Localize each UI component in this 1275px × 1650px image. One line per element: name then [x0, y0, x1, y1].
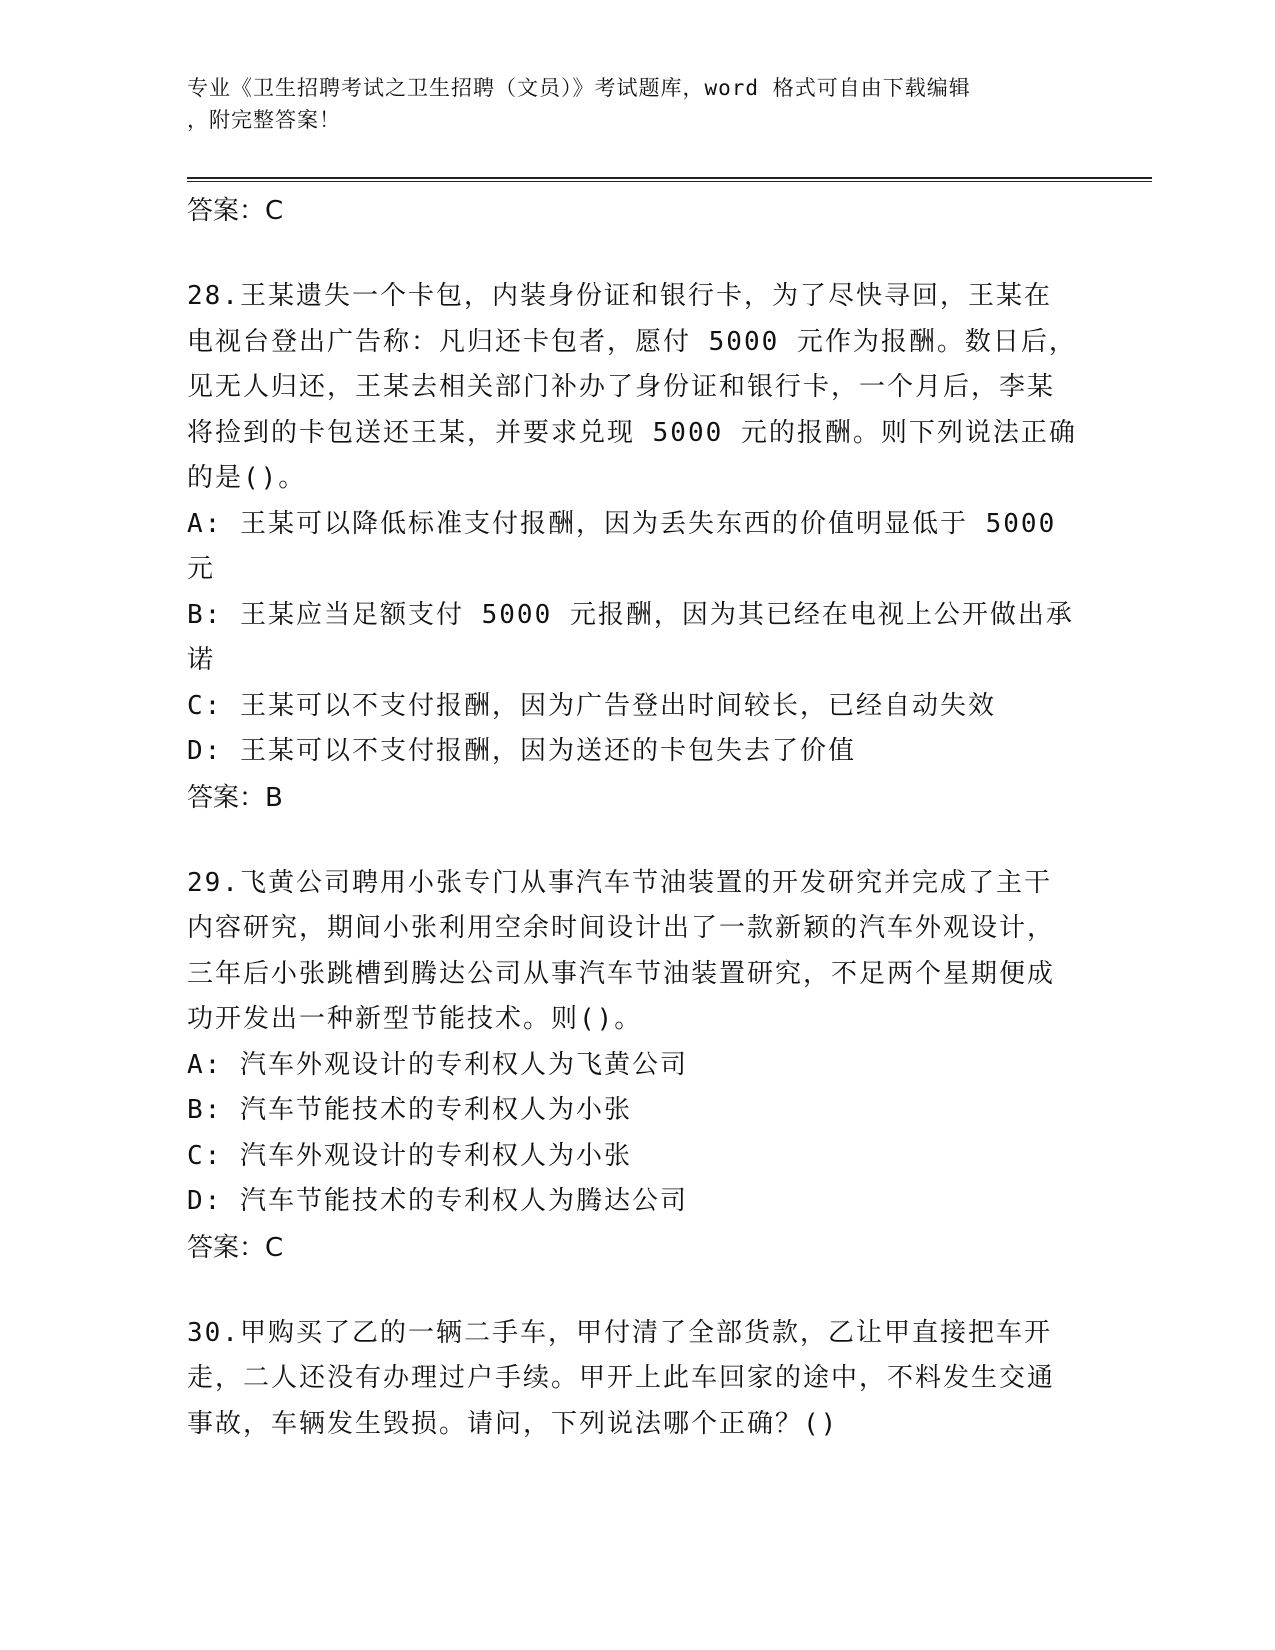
option-c: C: 汽车外观设计的专利权人为小张 [187, 1140, 632, 1171]
header-line-2: ，附完整答案！ [187, 108, 341, 132]
answer-line: 答案：B [187, 782, 283, 813]
option-c: C: 王某可以不支付报酬，因为广告登出时间较长，已经自动失效 [187, 690, 996, 721]
option-b: B: 王某应当足额支付 5000 元报酬，因为其已经在电视上公开做出承诺 [187, 599, 1074, 675]
question-text: 28.王某遗失一个卡包，内装身份证和银行卡，为了尽快寻回，王某在电视台登出广告称：凡归还卡包者，愿付 5000 元作为报酬。数日后，见无人归还，王某去相关部门补办了身份证和银行卡，一个月后，李某将捡到的卡包送还王某，并要求兑现 5000 元的报酬。则下列说法正确的是()。 [187, 281, 1077, 493]
question-28 [187, 274, 1077, 821]
question-29 [187, 861, 1077, 1271]
spacer [187, 821, 1077, 861]
option-d: D: 汽车节能技术的专利权人为腾达公司 [187, 1186, 688, 1216]
answer-line: 答案：C [187, 1232, 284, 1263]
header-divider [187, 177, 1152, 179]
header-divider-thin [187, 181, 1152, 182]
header-line-1: 专业《卫生招聘考试之卫生招聘（文员）》考试题库，word 格式可自由下载编辑 [187, 76, 971, 100]
spacer [187, 1271, 1077, 1311]
option-a: A: 汽车外观设计的专利权人为飞黄公司 [187, 1049, 688, 1080]
spacer [187, 234, 1077, 274]
option-a: A: 王某可以降低标准支付报酬，因为丢失东西的价值明显低于 5000 元 [187, 508, 1057, 584]
answer-line: 答案：C [187, 196, 284, 226]
page-header [187, 72, 1067, 136]
question-30 [187, 1311, 1077, 1448]
question-text: 29.飞黄公司聘用小张专门从事汽车节油装置的开发研究并完成了主干内容研究，期间小张利用空余时间设计出了一款新颖的汽车外观设计，三年后小张跳槽到腾达公司从事汽车节油装置研究，不足两个星期便成功开发出一种新型节能技术。则()。 [187, 867, 1056, 1034]
question-text: 30.甲购买了乙的一辆二手车，甲付清了全部货款，乙让甲直接把车开走，二人还没有办理过户手续。甲开上此车回家的途中，不料发生交通事故，车辆发生毁损。请问，下列说法哪个正确？() [187, 1317, 1056, 1439]
option-b: B: 汽车节能技术的专利权人为小张 [187, 1095, 632, 1125]
option-d: D: 王某可以不支付报酬，因为送还的卡包失去了价值 [187, 736, 856, 766]
question-list [187, 188, 1077, 1447]
